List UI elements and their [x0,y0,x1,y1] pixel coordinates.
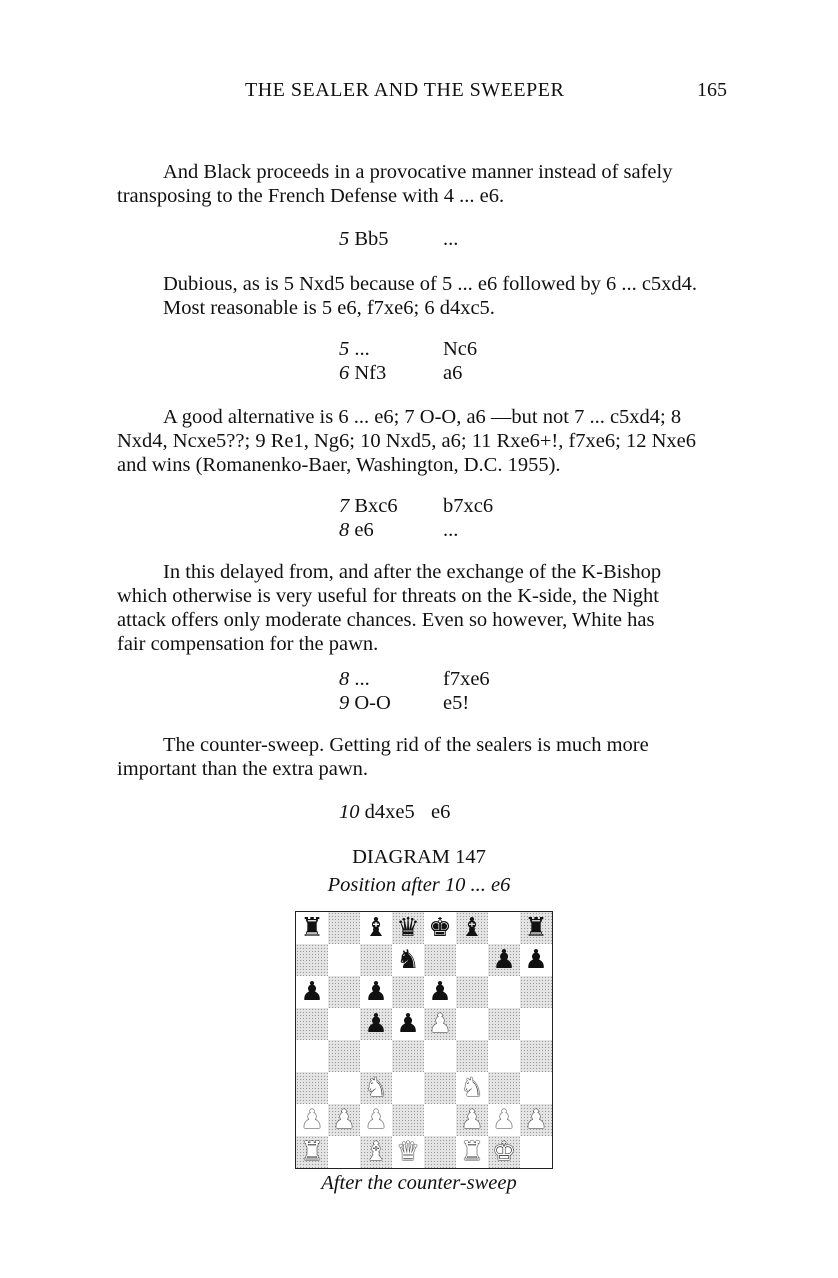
square-d4 [392,1040,424,1072]
white-pawn-icon: ♟ [524,1105,548,1135]
square-c1 [360,1136,392,1168]
square-e4 [424,1040,456,1072]
black-pawn-icon: ♟ [364,977,388,1007]
paragraph-line: attack offers only moderate chances. Even so however, White has [117,609,655,631]
white-pawn-icon: ♟ [300,1105,324,1135]
move-block-4 [339,667,490,715]
black-move: e5! [443,692,470,714]
white-pawn-icon: ♟ [460,1105,484,1135]
black-move: ... [443,519,459,541]
move-number: 8 [339,668,350,690]
white-knight-icon: ♞ [460,1073,484,1103]
black-pawn-icon: ♟ [396,1009,420,1039]
square-e2 [424,1104,456,1136]
running-header [0,79,838,107]
black-move: e6 [431,801,451,823]
square-a6 [296,976,328,1008]
move-number: 5 [339,338,350,360]
white-pawn-icon: ♟ [332,1105,356,1135]
move-row [339,667,490,691]
square-d3 [392,1072,424,1104]
square-c7 [360,944,392,976]
square-a3 [296,1072,328,1104]
black-move: Nc6 [443,338,478,360]
paragraph-1 [117,160,725,208]
move-number: 10 [339,801,360,823]
paragraph-4 [117,560,725,656]
move-row [339,494,493,518]
white-move: ... [354,668,370,690]
square-d5 [392,1008,424,1040]
paragraph-3 [117,405,725,477]
white-move: Bb5 [354,228,389,250]
black-pawn-icon: ♟ [364,1009,388,1039]
square-a8 [296,912,328,944]
square-d6 [392,976,424,1008]
chess-board [295,911,553,1169]
square-f8 [456,912,488,944]
black-pawn-icon: ♟ [428,977,452,1007]
diagram-subtitle: Position after 10 ... e6 [327,874,511,896]
move-row [339,361,477,385]
square-f4 [456,1040,488,1072]
square-c2 [360,1104,392,1136]
square-g4 [488,1040,520,1072]
white-pawn-icon: ♟ [364,1105,388,1135]
white-bishop-icon: ♝ [364,1137,388,1167]
square-b3 [328,1072,360,1104]
black-pawn-icon: ♟ [300,977,324,1007]
square-h6 [520,976,552,1008]
square-h4 [520,1040,552,1072]
square-a1 [296,1136,328,1168]
square-b5 [328,1008,360,1040]
diagram-title: DIAGRAM 147 [352,846,486,868]
white-queen-icon: ♛ [396,1137,420,1167]
black-move: b7xc6 [443,495,494,517]
square-d2 [392,1104,424,1136]
page-number: 165 [697,79,727,101]
paragraph-line: transposing to the French Defense with 4 ... e6. [117,185,505,207]
square-b1 [328,1136,360,1168]
square-e7 [424,944,456,976]
square-e1 [424,1136,456,1168]
move-row [339,337,477,361]
white-move: Nf3 [354,362,387,384]
square-c4 [360,1040,392,1072]
black-move: a6 [443,362,463,384]
black-pawn-icon: ♟ [524,945,548,975]
square-h8 [520,912,552,944]
black-pawn-icon: ♟ [492,945,516,975]
white-pawn-icon: ♟ [428,1009,452,1039]
square-h1 [520,1136,552,1168]
paragraph-line: Nxd4, Ncxe5??; 9 Re1, Ng6; 10 Nxd5, a6; 11 Rxe6+!, f7xe6; 12 Nxe6 [117,430,696,452]
square-g8 [488,912,520,944]
move-block-5 [339,800,450,824]
move-number: 7 [339,495,350,517]
square-g3 [488,1072,520,1104]
white-rook-icon: ♜ [300,1137,324,1167]
square-g1 [488,1136,520,1168]
black-knight-icon: ♞ [396,945,420,975]
white-move: Bxc6 [354,495,398,517]
paragraph-2 [117,272,725,320]
square-e5 [424,1008,456,1040]
black-move: f7xe6 [443,668,490,690]
move-row [339,227,458,251]
paragraph-line: and wins (Romanenko-Baer, Washington, D.C. 1955). [117,454,561,476]
black-bishop-icon: ♝ [460,913,484,943]
paragraph-line: which otherwise is very useful for threats on the K-side, the Night [117,585,659,607]
square-c3 [360,1072,392,1104]
square-f1 [456,1136,488,1168]
square-g6 [488,976,520,1008]
square-h7 [520,944,552,976]
white-move: e6 [354,519,374,541]
square-c5 [360,1008,392,1040]
black-king-icon: ♚ [428,913,452,943]
square-h3 [520,1072,552,1104]
square-h2 [520,1104,552,1136]
black-move: ... [443,228,459,250]
square-b8 [328,912,360,944]
square-b4 [328,1040,360,1072]
white-king-icon: ♚ [492,1137,516,1167]
square-b2 [328,1104,360,1136]
white-pawn-icon: ♟ [492,1105,516,1135]
square-g5 [488,1008,520,1040]
square-g7 [488,944,520,976]
square-a5 [296,1008,328,1040]
move-block-2 [339,337,477,385]
square-f7 [456,944,488,976]
black-rook-icon: ♜ [524,913,548,943]
black-bishop-icon: ♝ [364,913,388,943]
paragraph-line: And Black proceeds in a provocative manner instead of safely [163,161,673,183]
paragraph-line: The counter-sweep. Getting rid of the sealers is much more [163,734,649,756]
move-number: 9 [339,692,350,714]
square-h5 [520,1008,552,1040]
black-queen-icon: ♛ [396,913,420,943]
paragraph-5 [117,733,725,781]
square-f2 [456,1104,488,1136]
white-knight-icon: ♞ [364,1073,388,1103]
move-row [339,800,450,824]
square-d1 [392,1136,424,1168]
square-g2 [488,1104,520,1136]
square-f6 [456,976,488,1008]
square-f3 [456,1072,488,1104]
square-e6 [424,976,456,1008]
paragraph-line: In this delayed from, and after the exchange of the K-Bishop [163,561,662,583]
white-move: ... [354,338,370,360]
square-c6 [360,976,392,1008]
square-e8 [424,912,456,944]
move-row [339,691,490,715]
chapter-title: THE SEALER AND THE SWEEPER [245,79,565,101]
move-number: 5 [339,228,350,250]
square-a4 [296,1040,328,1072]
move-block-1 [339,227,458,251]
paragraph-line: fair compensation for the pawn. [117,633,379,655]
square-b6 [328,976,360,1008]
paragraph-line: Most reasonable is 5 e6, f7xe6; 6 d4xc5. [163,297,495,319]
square-f5 [456,1008,488,1040]
square-c8 [360,912,392,944]
black-rook-icon: ♜ [300,913,324,943]
move-row [339,518,493,542]
paragraph-line: important than the extra pawn. [117,758,369,780]
square-b7 [328,944,360,976]
square-d8 [392,912,424,944]
diagram-caption: After the counter-sweep [321,1172,517,1194]
move-number: 6 [339,362,350,384]
paragraph-line: Dubious, as is 5 Nxd5 because of 5 ... e6 followed by 6 ... c5xd4. [163,273,698,295]
square-a2 [296,1104,328,1136]
white-move: d4xe5 [364,801,415,823]
square-e3 [424,1072,456,1104]
square-d7 [392,944,424,976]
square-a7 [296,944,328,976]
paragraph-line: A good alternative is 6 ... e6; 7 O-O, a6 —but not 7 ... c5xd4; 8 [163,406,682,428]
move-number: 8 [339,519,350,541]
white-move: O-O [354,692,391,714]
move-block-3 [339,494,493,542]
white-rook-icon: ♜ [460,1137,484,1167]
